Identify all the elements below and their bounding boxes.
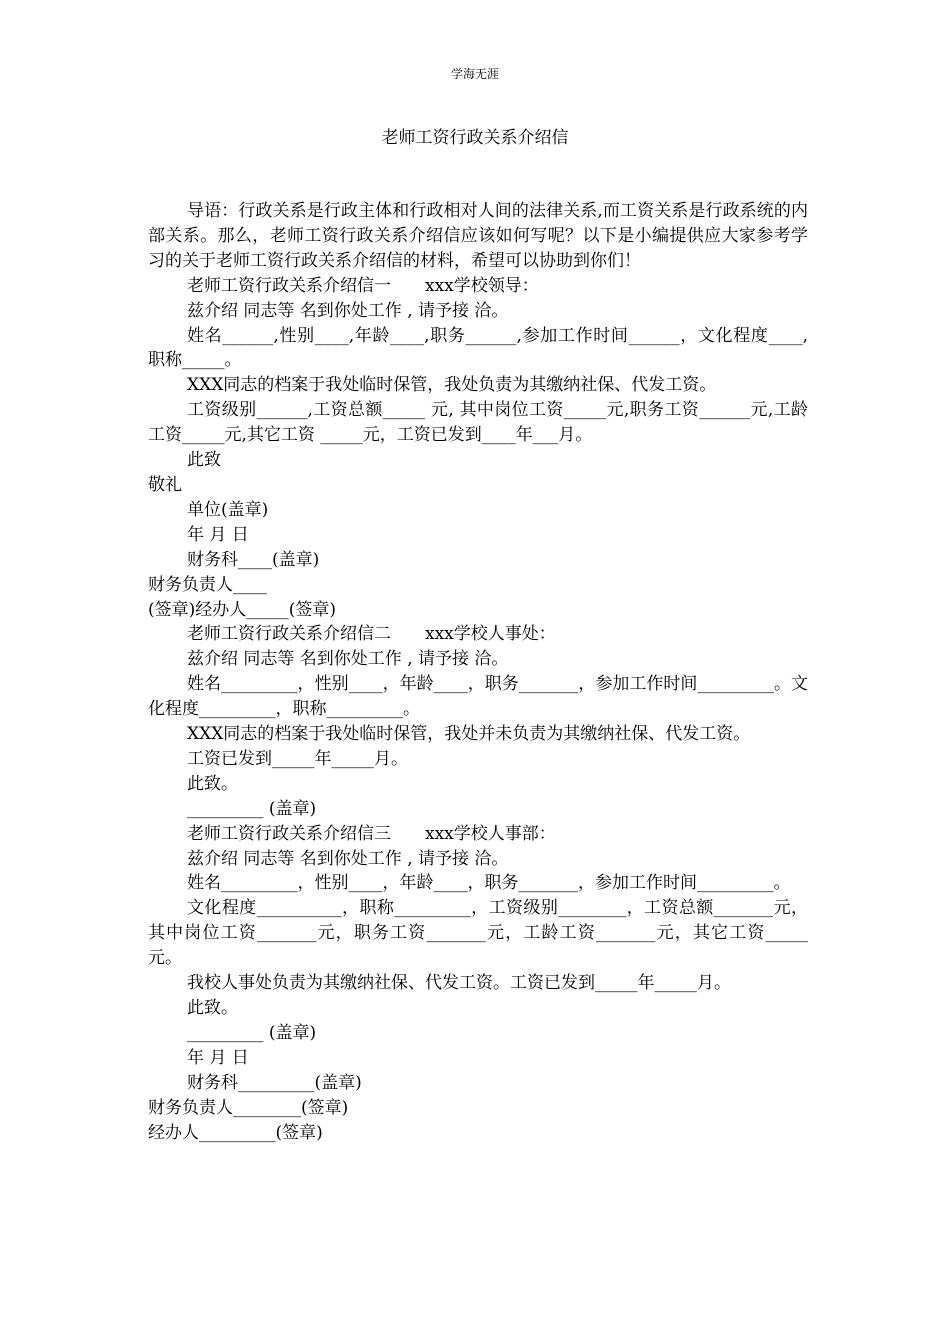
letter-2-heading: 老师工资行政关系介绍信二 xxx学校人事处： (187, 624, 556, 645)
letter-1-archive-note: XXX同志的档案于我处临时保管，我处负责为其缴纳社保、代发工资。 (187, 375, 717, 396)
letter-2-closing: 此致。 (187, 773, 238, 794)
letter-3-salary-info: 文化程度__________，职称_________，工资级别________，工资总额_______元，其中岗位工资_______元，职务工资_______元，工龄工资_______元，其它工资_____元。 (148, 898, 808, 969)
letter-3-payment-note: 我校人事处负责为其缴纳社保、代发工资。工资已发到_____年_____月。 (187, 973, 731, 994)
letter-2-salary-date: 工资已发到_____年_____月。 (187, 748, 408, 769)
letter-1-finance-head: 财务负责人____ (148, 574, 267, 595)
letter-1-salary-info: 工资级别______,工资总额_____ 元, 其中岗位工资_____元,职务工资______元,工龄工资_____元,其它工资 _____元，工资已发到____年___月。 (148, 400, 808, 446)
letter-3-finance-seal: 财务科_________(盖章) (187, 1072, 362, 1093)
letter-3-personal-info: 姓名_________，性别____，年龄____，职务_______，参加工作时间_________。 (187, 873, 791, 894)
letter-1-unit-seal: 单位(盖章) (187, 499, 269, 520)
letter-3-heading: 老师工资行政关系介绍信三 xxx学校人事部： (187, 823, 556, 844)
document-title: 老师工资行政关系介绍信 (381, 128, 569, 148)
letter-2-archive-note: XXX同志的档案于我处临时保管，我处并未负责为其缴纳社保、代发工资。 (187, 724, 751, 745)
page-header: 学海无涯 (450, 67, 499, 81)
letter-2-intro: 兹介绍 同志等 名到你处工作 , 请予接 洽。 (187, 649, 509, 670)
letter-2-seal: _________ (盖章) (187, 798, 317, 819)
document-body (148, 199, 808, 1145)
letter-1-date: 年 月 日 (187, 524, 249, 545)
letter-3-finance-head: 财务负责人________(签章) (148, 1097, 349, 1118)
letter-3-date: 年 月 日 (187, 1047, 249, 1068)
letter-1-heading: 老师工资行政关系介绍信一 xxx学校领导： (187, 275, 539, 296)
letter-1-finance-seal: 财务科____(盖章) (187, 549, 320, 570)
letter-1-handler: (签章)经办人_____(签章) (148, 599, 337, 620)
intro-paragraph: 导语：行政关系是行政主体和行政相对人间的法律关系,而工资关系是行政系统的内部关系。那么，老师工资行政关系介绍信应该如何写呢？以下是小编提供应大家参考学习的关于老师工资行政关系介绍信的材料，希望可以协助到你们！ (148, 201, 808, 271)
letter-1-closing: 此致 (187, 450, 221, 471)
letter-3-seal: _________ (盖章) (187, 1022, 317, 1043)
letter-1-salute: 敬礼 (148, 474, 182, 495)
letter-3-intro: 兹介绍 同志等 名到你处工作 , 请予接 洽。 (187, 848, 509, 869)
letter-1-personal-info: 姓名______,性别____,年龄____,职务______,参加工作时间______，文化程度____,职称_____。 (148, 325, 808, 371)
letter-3-closing: 此致。 (187, 998, 238, 1018)
letter-2-personal-info: 姓名_________，性别____，年龄____，职务_______，参加工作时间_________。文化程度_________，职称_________。 (148, 674, 808, 720)
letter-1-intro: 兹介绍 同志等 名到你处工作 , 请予接 洽。 (187, 300, 509, 321)
letter-3-handler: 经办人_________(签章) (148, 1122, 323, 1143)
